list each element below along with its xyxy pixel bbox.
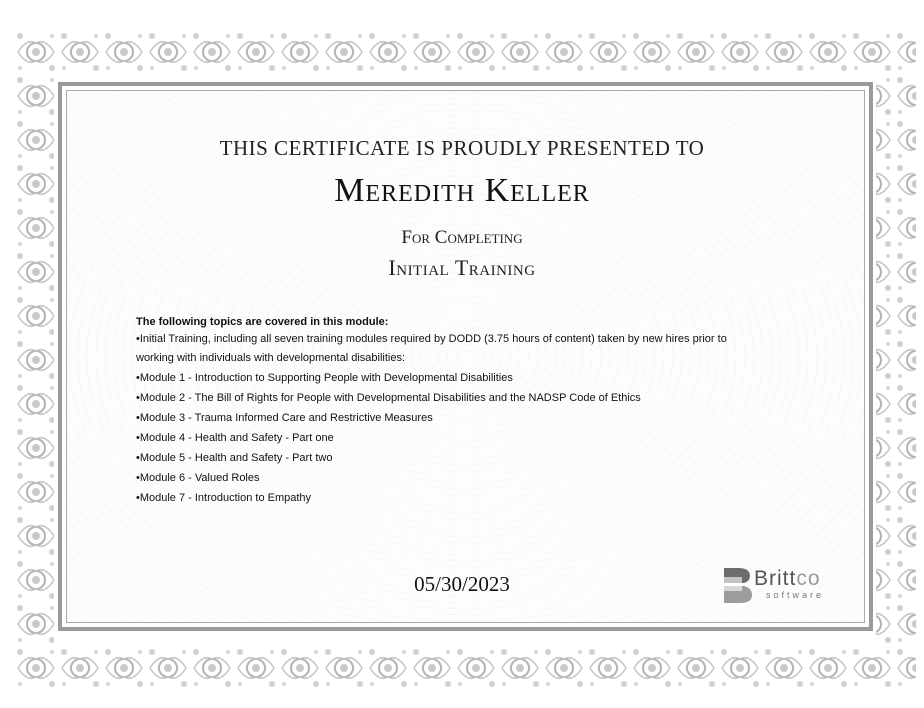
- brand-subtitle: software: [766, 590, 825, 600]
- module-item: •Module 5 - Health and Safety - Part two: [136, 452, 333, 464]
- for-completing-label: For Completing: [401, 227, 523, 248]
- presented-to-text: THIS CERTIFICATE IS PROUDLY PRESENTED TO: [219, 136, 705, 160]
- module-item: •Module 7 - Introduction to Empathy: [136, 492, 312, 504]
- topics-heading: The following topics are covered in this module:: [136, 316, 389, 328]
- topics-section: [136, 314, 816, 508]
- completion-date: 05/30/2023: [414, 572, 510, 596]
- brand-main-text: Britt: [754, 567, 797, 590]
- module-item: •Module 1 - Introduction to Supporting People with Developmental Disabilities: [136, 372, 513, 384]
- recipient-name: Meredith Keller: [334, 172, 590, 209]
- brittco-logo: [754, 568, 824, 600]
- topics-intro-line: •Initial Training, including all seven training modules required by DODD (3.75 hours of content) taken by new hires prior to: [136, 333, 727, 345]
- module-item: •Module 2 - The Bill of Rights for People with Developmental Disabilities and the NADSP Code of Ethics: [136, 392, 641, 404]
- topics-intro-line: working with individuals with developmental disabilities:: [136, 352, 406, 364]
- module-item: •Module 4 - Health and Safety - Part one: [136, 432, 334, 444]
- brand-accent-text: co: [796, 567, 821, 590]
- course-title: Initial Training: [388, 255, 536, 280]
- module-item: •Module 6 - Valued Roles: [136, 472, 260, 484]
- module-item: •Module 3 - Trauma Informed Care and Restrictive Measures: [136, 412, 433, 424]
